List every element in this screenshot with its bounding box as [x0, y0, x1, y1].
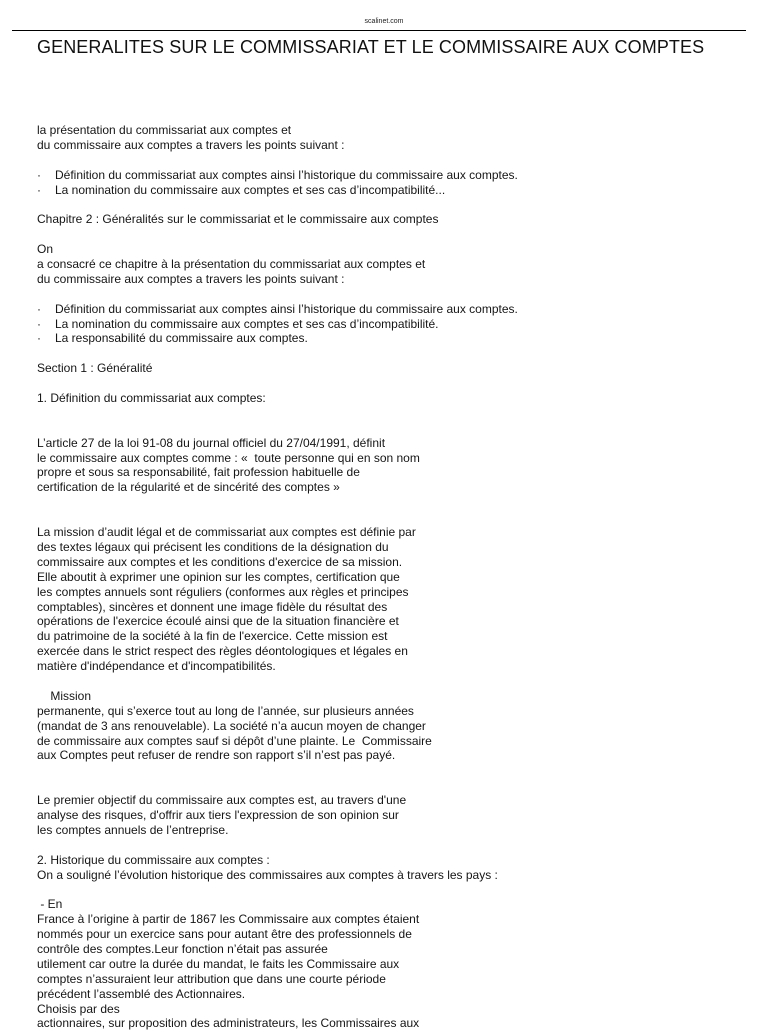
text-line: La mission d’audit légal et de commissariat aux comptes est définie par	[37, 525, 416, 540]
text-line: permanente, qui s’exerce tout au long de l’année, sur plusieurs années	[37, 703, 414, 718]
text-line: contrôle des comptes.Leur fonction n’était pas assurée	[37, 941, 328, 956]
text-line: du patrimoine de la société à la fin de l'exercice. Cette mission est	[37, 629, 388, 644]
text-line: le commissaire aux comptes comme : « toute personne qui en son nom	[37, 450, 420, 465]
bullet-text: Définition du commissariat aux comptes ainsi l’historique du commissaire aux comptes.	[55, 301, 518, 316]
text-line: actionnaires, sur proposition des administrateurs, les Commissaires aux	[37, 1016, 420, 1031]
text-line: Chapitre 2 : Généralités sur le commissariat et le commissaire aux comptes	[37, 212, 439, 227]
blank-line	[37, 197, 757, 212]
text-line: propre et sous sa responsabilité, fait profession habituelle de	[37, 465, 360, 480]
text-line: précédent l’assemblé des Actionnaires.	[37, 986, 246, 1001]
text-line: - En	[37, 897, 63, 912]
document-title: GENERALITES SUR LE COMMISSARIAT ET LE COMMISSAIRE AUX COMPTES	[37, 37, 705, 57]
text-line: On	[37, 242, 54, 257]
text-line: de commissaire aux comptes sauf si dépôt d’une plainte. Le Commissaire	[37, 733, 432, 748]
site-header: scalinet.com	[364, 18, 404, 25]
blank-line	[37, 882, 757, 897]
bullet-dot-icon: ·	[37, 331, 41, 346]
text-line: la présentation du commissariat aux comptes et	[37, 123, 292, 137]
blank-line	[37, 838, 757, 853]
text-line: comptes n’assuraient leur attribution que dans une courte période	[37, 971, 386, 986]
bullet-dot-icon: ·	[37, 316, 41, 331]
text-line: Le premier objectif du commissaire aux comptes est, au travers d'une	[37, 793, 407, 808]
blank-line	[37, 376, 757, 391]
text-line: Section 1 : Généralité	[37, 361, 153, 376]
text-line: On a souligné l’évolution historique des commissaires aux comptes à travers les pays :	[37, 867, 498, 882]
bullet-item	[37, 317, 757, 332]
blank-line	[37, 674, 757, 689]
text-line: Mission	[37, 688, 92, 703]
bullet-text: Définition du commissariat aux comptes ainsi l’historique du commissaire aux comptes.	[55, 167, 518, 182]
text-line: du commissaire aux comptes a travers les points suivant :	[37, 271, 345, 286]
text-line: France à l’origine à partir de 1867 les Commissaire aux comptes étaient	[37, 912, 420, 927]
text-line: certification de la régularité et de sincérité des comptes »	[37, 480, 340, 495]
blank-line	[37, 495, 757, 510]
bullet-item	[37, 183, 757, 198]
text-line: a consacré ce chapitre à la présentation du commissariat aux comptes et	[37, 257, 426, 272]
bullet-item	[37, 302, 757, 317]
text-line: les comptes annuels sont réguliers (conformes aux règles et principes	[37, 584, 409, 599]
text-line: utilement car outre la durée du mandat, le faits les Commissaire aux	[37, 956, 400, 971]
text-line: commissaire aux comptes et les conditions d'exercice de sa mission.	[37, 554, 403, 569]
document-body	[37, 123, 757, 1031]
text-line: nommés pour un exercice sans pour autant être des professionnels de	[37, 927, 412, 942]
text-line: matière d'indépendance et d'incompatibilités.	[37, 659, 276, 674]
blank-line	[37, 763, 757, 778]
blank-line	[37, 421, 757, 436]
text-line: L’article 27 de la loi 91-08 du journal officiel du 27/04/1991, définit	[37, 435, 386, 450]
bullet-text: La nomination du commissaire aux comptes et ses cas d’incompatibilité.	[55, 316, 439, 331]
blank-line	[37, 227, 757, 242]
text-line: Choisis par des	[37, 1001, 120, 1016]
text-line: les comptes annuels de l’entreprise.	[37, 822, 229, 837]
text-line: (mandat de 3 ans renouvelable). La société n’a aucun moyen de changer	[37, 718, 426, 733]
text-line: analyse des risques, d'offrir aux tiers l'expression de son opinion sur	[37, 807, 399, 822]
blank-line	[37, 287, 757, 302]
blank-line	[37, 510, 757, 525]
blank-line	[37, 778, 757, 793]
bullet-text: La nomination du commissaire aux comptes et ses cas d’incompatibilité...	[55, 182, 446, 197]
bullet-dot-icon: ·	[37, 182, 41, 197]
bullet-dot-icon: ·	[37, 167, 41, 182]
blank-line	[37, 406, 757, 421]
blank-line	[37, 153, 757, 168]
bullet-item	[37, 168, 757, 183]
bullet-dot-icon: ·	[37, 301, 41, 316]
bullet-text: La responsabilité du commissaire aux comptes.	[55, 331, 308, 346]
text-line: aux Comptes peut refuser de rendre son rapport s’il n’est pas payé.	[37, 748, 396, 763]
bullet-item	[37, 331, 757, 346]
text-line: opérations de l'exercice écoulé ainsi que de la situation financière et	[37, 614, 399, 629]
text-line: Elle aboutit à exprimer une opinion sur les comptes, certification que	[37, 569, 400, 584]
text-line: 1. Définition du commissariat aux comptes:	[37, 391, 266, 406]
text-line: des textes légaux qui précisent les conditions de la désignation du	[37, 539, 389, 554]
text-line: 2. Historique du commissaire aux comptes :	[37, 852, 270, 867]
header-divider	[12, 30, 746, 31]
text-line: exercée dans le strict respect des règles déontologiques et légales en	[37, 644, 408, 659]
text-line: du commissaire aux comptes a travers les points suivant :	[37, 137, 345, 152]
text-line: comptables), sincères et donnent une image fidèle du résultat des	[37, 599, 388, 614]
blank-line	[37, 346, 757, 361]
